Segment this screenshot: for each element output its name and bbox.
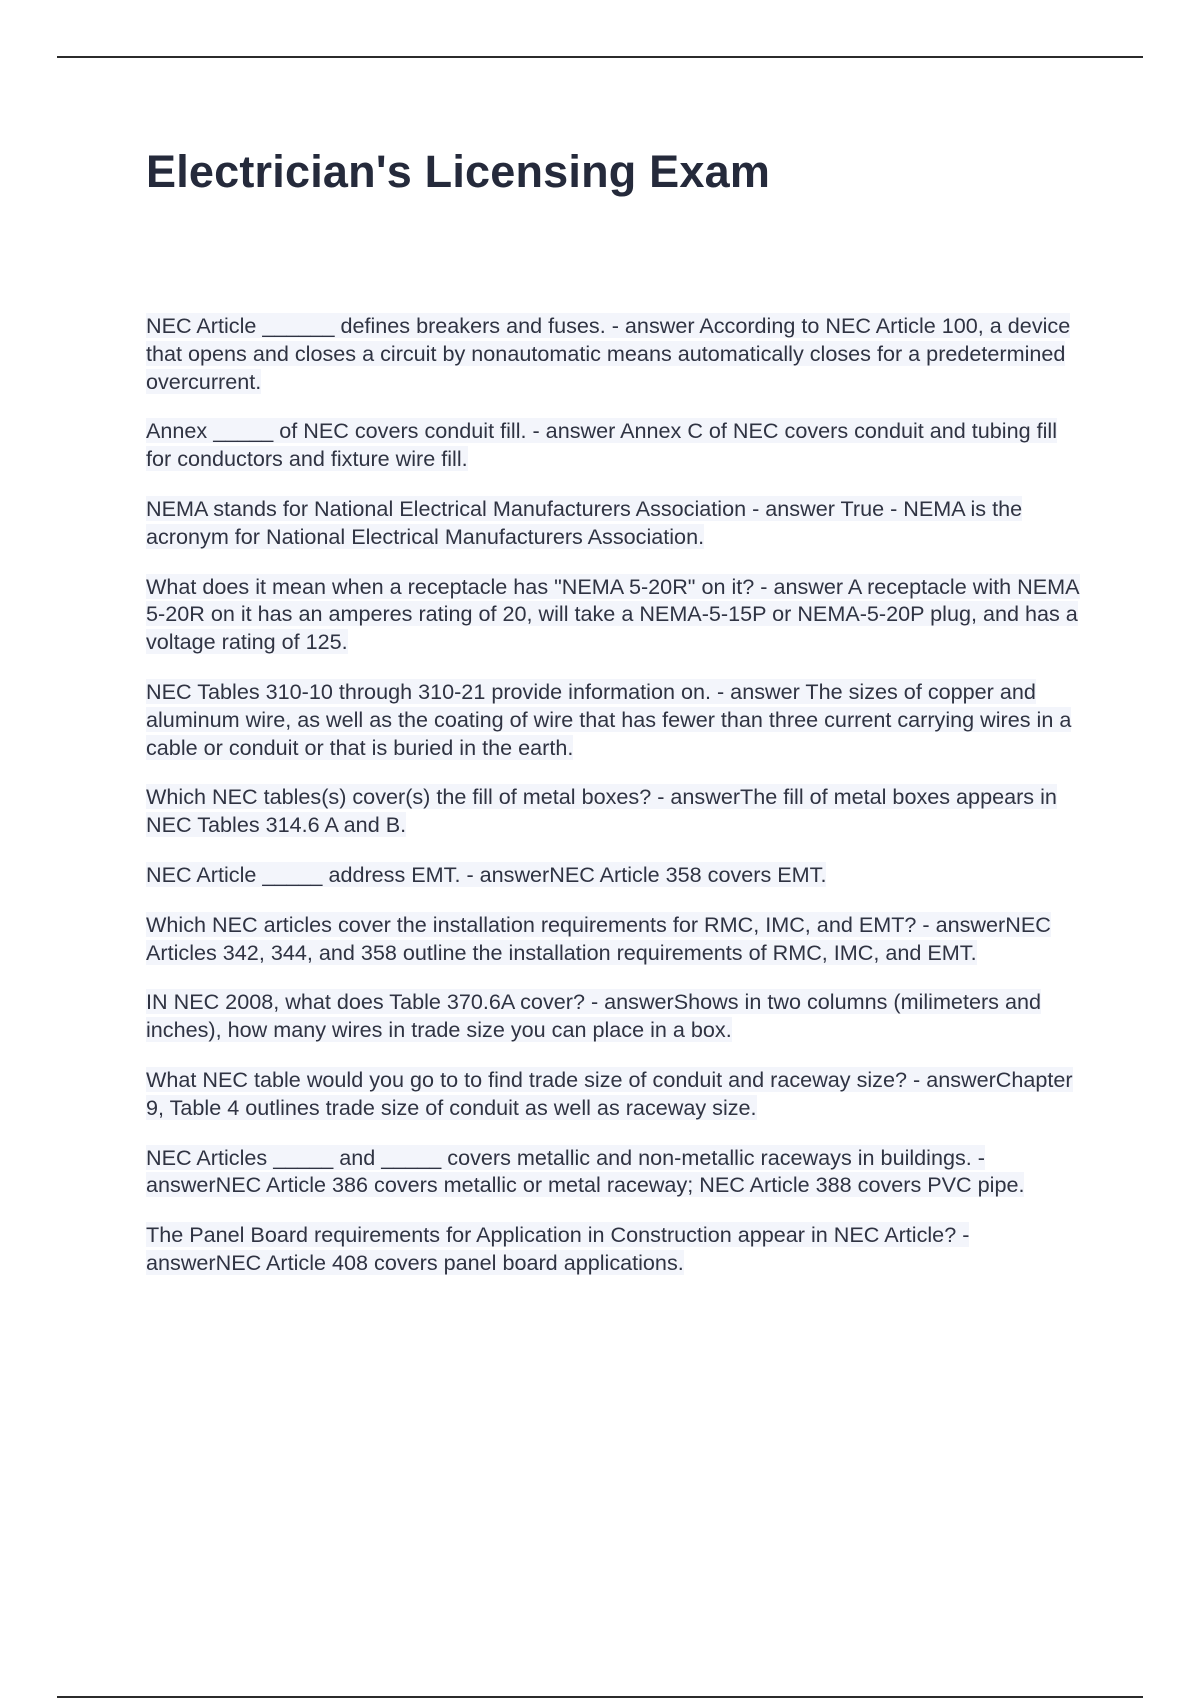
qa-item-1 [146,312,1086,395]
qa-item-8 [146,911,1086,967]
qa-item-12 [146,1221,1086,1277]
qa-text: NEMA stands for National Electrical Manufacturers Association - answer True - NEMA is the acronym for National Electrical Manufacturers Association. [146,495,1023,549]
qa-text: NEC Article ______ defines breakers and fuses. - answer According to NEC Article 100, a device that opens and closes a circuit by nonautomatic means automatically closes for a predetermined overcurrent. [146,313,1071,394]
qa-item-5 [146,678,1086,761]
qa-item-4 [146,573,1086,656]
qa-text: Annex _____ of NEC covers conduit fill. - answer Annex C of NEC covers conduit and tubing fill for conductors and fixture wire fill. [146,418,1058,472]
top-divider [57,56,1143,58]
qa-item-6 [146,783,1086,839]
bottom-divider [57,1696,1143,1698]
qa-text: NEC Tables 310-10 through 310-21 provide information on. - answer The sizes of copper and aluminum wire, as well as the coating of wire that has fewer than three current carrying wires in a cable or conduit or that is buried in the earth. [146,678,1072,760]
qa-text: What does it mean when a receptacle has "NEMA 5-20R" on it? - answer A receptacle with NEMA 5-20R on it has an amperes rating of 20, will take a NEMA-5-15P or NEMA-5-20P plug, and has a voltage rating of 125. [146,573,1080,655]
qa-item-11 [146,1144,1086,1200]
qa-text: The Panel Board requirements for Application in Construction appear in NEC Article? - answerNEC Article 408 covers panel board applications. [146,1222,970,1275]
qa-item-9 [146,988,1086,1044]
qa-item-10 [146,1066,1086,1122]
qa-text: IN NEC 2008, what does Table 370.6A cover? - answerShows in two columns (milimeters and inches), how many wires in trade size you can place in a box. [146,989,1041,1043]
qa-list [146,312,1086,1299]
qa-text: Which NEC articles cover the installation requirements for RMC, IMC, and EMT? - answerNEC Articles 342, 344, and 358 outline the installation requirements of RMC, IMC, and EMT. [146,911,1051,965]
qa-item-2 [146,417,1086,473]
qa-text: What NEC table would you go to to find trade size of conduit and raceway size? - answerChapter 9, Table 4 outlines trade size of conduit as well as raceway size. [146,1066,1073,1120]
qa-item-7 [146,861,1086,889]
qa-item-3 [146,495,1086,551]
page-title: Electrician's Licensing Exam [146,146,771,197]
qa-text: NEC Article _____ address EMT. - answerNEC Article 358 covers EMT. [146,861,827,887]
qa-text: Which NEC tables(s) cover(s) the fill of metal boxes? - answerThe fill of metal boxes appears in NEC Tables 314.6 A and B. [146,784,1057,838]
qa-text: NEC Articles _____ and _____ covers metallic and non-metallic raceways in buildings. - answerNEC Article 386 covers metallic or metal raceway; NEC Article 388 covers PVC pipe. [146,1144,1025,1198]
